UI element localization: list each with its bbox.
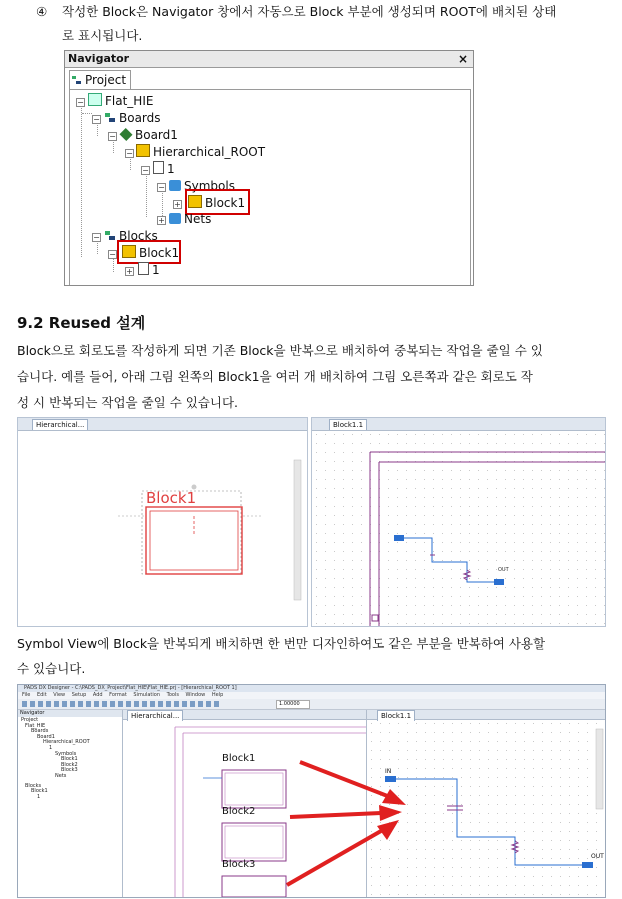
paragraph-line: 성 시 반복되는 작업을 줄일 수 있습니다.: [17, 395, 239, 410]
menu-format[interactable]: Format: [109, 692, 127, 698]
menu-simulation[interactable]: Simulation: [133, 692, 161, 698]
figure1-left-canvas: [18, 430, 307, 626]
tab-block1-1[interactable]: Block1.1: [329, 419, 367, 430]
tree-item[interactable]: Hierarchical_ROOT: [43, 739, 90, 746]
navigator-title: Navigator: [68, 52, 130, 65]
tree-item[interactable]: Block1: [31, 788, 48, 795]
figure1-left-screenshot: [17, 417, 308, 627]
paragraph-line: 수 있습니다.: [17, 661, 86, 676]
pin-out-label: OUT: [498, 567, 509, 573]
tab-block1-1[interactable]: Block1.1: [377, 710, 415, 721]
tree-item[interactable]: 1: [37, 793, 41, 800]
navigator-panel: [64, 50, 474, 286]
figure1-right-canvas: [312, 430, 605, 626]
paragraph-line: Block으로 회로도를 작성하게 되면 기존 Block을 반복으로 배치하여 중복되는 작업을 줄일 수 있: [17, 343, 543, 358]
tree-item[interactable]: Block1: [61, 756, 78, 763]
folder-icon: [169, 180, 181, 191]
figure2-navigator-title: Navigator: [18, 710, 122, 717]
tree-item[interactable]: Blocks: [25, 782, 42, 789]
tree-item-blocks-block1[interactable]: Block1: [122, 245, 179, 261]
step-line-1: 작성한 Block은 Navigator 창에서 자동으로 Block 부분에 생성되며 ROOT에 배치된 상태: [62, 4, 557, 19]
tree-item[interactable]: Flat_HIE: [25, 722, 46, 729]
tree-item-hierarchical-root[interactable]: Hierarchical_ROOT: [136, 144, 265, 160]
highlight-blocks-block1: [117, 240, 181, 264]
paragraph-line: Symbol View에 Block을 반복되게 배치하면 한 번만 디자인하여도 같은 부분을 반복하여 사용할: [17, 636, 546, 651]
step-line-2: 로 표시됩니다.: [62, 28, 143, 43]
tree-item-sheet-1[interactable]: 1: [153, 161, 175, 177]
menu-edit[interactable]: Edit: [36, 692, 47, 698]
folder-icon: [169, 213, 181, 224]
board-icon: [119, 128, 132, 141]
tab-hierarchical[interactable]: Hierarchical...: [32, 419, 88, 430]
design-icon: [88, 93, 102, 106]
project-icon: [70, 74, 82, 85]
figure1-right-screenshot: [311, 417, 606, 627]
paragraph-line: 습니다. 예를 들어, 아래 그림 왼쪽의 Block1을 여러 개 배치하여 그림 오른쪽과 같은 회로도 작: [17, 369, 533, 384]
tree-item-nets[interactable]: Nets: [169, 211, 211, 227]
zoom-input[interactable]: 1.00000: [276, 700, 310, 709]
tree-item[interactable]: Board1: [37, 733, 55, 740]
tree-item-boards[interactable]: Boards: [104, 110, 161, 126]
tree-item[interactable]: Symbols: [55, 750, 77, 757]
block1-label: Block1: [146, 489, 197, 507]
menu-file[interactable]: File: [22, 692, 31, 698]
close-icon[interactable]: ×: [457, 52, 468, 66]
app-titlebar: PADS DX Designer - C:\PADS_DX_Project\Flat_HIE\Flat_HIE.prj - [Hierarchical_ROOT 1]: [18, 685, 605, 692]
tab-project-label: Project: [85, 73, 127, 87]
block-symbol-icon: [136, 144, 150, 157]
menu-add[interactable]: Add: [92, 692, 103, 698]
sheet-icon: [153, 161, 164, 174]
tree-item-board1[interactable]: Board1: [120, 127, 178, 143]
tree-item[interactable]: Nets: [55, 772, 67, 779]
figure2-app-screenshot: [17, 684, 606, 898]
menu-window[interactable]: Window: [185, 692, 206, 698]
tree-item-flat-hie[interactable]: Flat_HIE: [88, 93, 153, 109]
tree-item[interactable]: Block3: [61, 767, 78, 774]
tab-project[interactable]: [69, 70, 131, 89]
tree-item[interactable]: Block2: [61, 761, 78, 768]
tree-item-symbols[interactable]: Symbols: [169, 178, 235, 194]
navigator-tree: − Flat_HIE − Boards − Board1 − Hierarchical_ROOT − 1 − Symbols + Block1 + Nets − Blocks − Block1 + 1: [69, 89, 471, 285]
sheet-icon: [138, 262, 149, 275]
pin-out-label: OUT: [591, 853, 604, 860]
tree-item-symbol-block1[interactable]: Block1: [188, 195, 245, 211]
red-arrows: [18, 685, 605, 897]
tree-item[interactable]: 1: [49, 744, 53, 751]
tab-hierarchical[interactable]: Hierarchical...: [127, 710, 183, 721]
blocks-icon: [104, 230, 116, 241]
menu-tools[interactable]: Tools: [166, 692, 179, 698]
section-heading: 9.2 Reused 설계: [17, 314, 146, 332]
boards-icon: [104, 112, 116, 123]
tree-item[interactable]: Boards: [31, 728, 49, 735]
tree-item[interactable]: Project: [21, 717, 39, 723]
block-label-1: Block1: [222, 753, 256, 764]
block-label-3: Block3: [222, 859, 256, 870]
tree-item-blocks[interactable]: Blocks: [104, 228, 158, 244]
block-label-2: Block2: [222, 806, 256, 817]
menu-view[interactable]: View: [53, 692, 66, 698]
menu-help[interactable]: Help: [211, 692, 224, 698]
tree-item-block-sheet-1[interactable]: 1: [138, 262, 160, 278]
pin-in-label: IN: [385, 768, 392, 775]
menu-setup[interactable]: Setup: [71, 692, 87, 698]
step-marker: ④: [36, 4, 48, 19]
navigator-titlebar: [65, 51, 473, 68]
